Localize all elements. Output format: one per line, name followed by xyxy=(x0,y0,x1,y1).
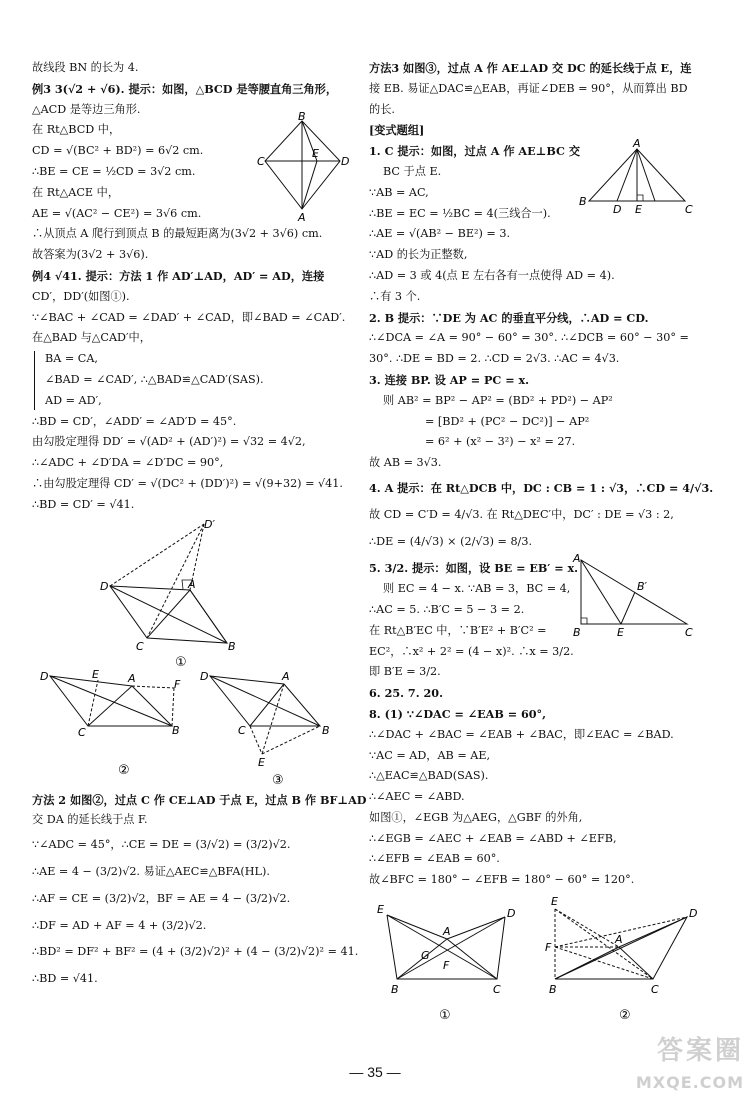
problem-1-heading: 1. C 提示：如图，过点 A 作 AE⊥BC 交 xyxy=(369,144,581,159)
text-line: ∴DF = AD + AF = 4 + (3/2)√2. xyxy=(32,918,207,932)
svg-text:F: F xyxy=(174,677,181,691)
text-line: 故线段 BN 的长为 4. xyxy=(32,61,139,74)
text-line: △ACD 是等边三角形. xyxy=(32,102,141,116)
text-line: CD = √(BC² + BD²) = 6√2 cm. xyxy=(32,144,204,158)
text-line: ∴∠DAC + ∠BAC = ∠EAB + ∠BAC，即∠EAC = ∠BAD. xyxy=(369,727,674,741)
figure-label-2: ② xyxy=(118,762,130,778)
svg-text:E: E xyxy=(551,895,558,909)
svg-text:A: A xyxy=(573,552,581,566)
text-line: EC²，∴x² + 2² = (4 − x)². ∴x = 3/2. xyxy=(369,644,574,658)
text-line: 故 AB = 3√3. xyxy=(369,456,442,470)
text-line: 故∠BFC = 180° − ∠EFB = 180° − 60° = 120°. xyxy=(369,873,635,887)
text-line: 如图①，∠EGB 为△AEG，△GBF 的外角, xyxy=(369,810,583,824)
text-line: 故答案为(3√2 + 3√6). xyxy=(32,248,149,262)
svg-text:B: B xyxy=(391,983,399,997)
text-line: ∴DE = (4/√3) × (2/√3) = 8/3. xyxy=(369,534,532,548)
problem-3-heading: 3. 连接 BP. 设 AP = PC = x. xyxy=(369,372,530,387)
text-line: ∠BAD = ∠CAD′, ∴△BAD≌△CAD′(SAS). xyxy=(45,372,264,386)
svg-text:D: D xyxy=(100,579,109,593)
left-column xyxy=(32,60,367,992)
svg-text:D: D xyxy=(40,669,49,683)
text-line: CD′，DD′(如图①). xyxy=(32,289,130,303)
svg-text:B: B xyxy=(573,626,581,640)
svg-text:G: G xyxy=(421,949,430,963)
svg-text:C: C xyxy=(78,725,86,739)
figure-label-p8-1: ① xyxy=(439,1008,451,1024)
figure-label-3: ③ xyxy=(272,772,284,788)
text-line: ∴∠DCA = ∠A = 90° − 60° = 30°. ∴∠DCB = 60° − 30° = xyxy=(369,331,689,345)
example-4-figure-1 xyxy=(32,518,354,668)
text-line: AE = √(AC² − CE²) = 3√6 cm. xyxy=(32,206,202,220)
svg-text:A: A xyxy=(128,671,136,685)
svg-text:C: C xyxy=(685,626,693,640)
svg-text:B: B xyxy=(228,639,236,653)
problem-5-figure xyxy=(569,552,699,642)
text-line: ∵∠BAC + ∠CAD = ∠DAD′ + ∠CAD，即∠BAD = ∠CAD′. xyxy=(32,310,346,324)
text-line: ∴BE = CE = ½CD = 3√2 cm. xyxy=(32,164,196,178)
svg-text:D: D xyxy=(341,154,350,168)
svg-text:D: D xyxy=(613,203,622,217)
text-line: ∴BD = CD′，∠ADD′ = ∠AD′D = 45°. xyxy=(32,414,237,428)
svg-text:A: A xyxy=(188,577,196,591)
text-line: ∴AC = 5. ∴B′C = 5 − 3 = 2. xyxy=(369,602,525,616)
text-line: = 6² + (x² − 3²) − x² = 27. xyxy=(425,435,576,449)
text-line: ∴△EAC≌△BAD(SAS). xyxy=(369,769,489,783)
text-line: ∴有 3 个. xyxy=(369,289,421,303)
svg-text:B: B xyxy=(549,983,557,997)
text-line: 接 EB. 易证△DAC≌△EAB，再证∠DEB = 90°，从而算出 BD xyxy=(369,81,688,95)
svg-text:D′: D′ xyxy=(204,517,215,531)
text-line: 在 Rt△B′EC 中，∵B′E² + B′C² = xyxy=(369,623,547,637)
problem-8-figures xyxy=(369,895,721,1025)
svg-text:A: A xyxy=(615,933,623,947)
svg-text:E: E xyxy=(635,203,642,217)
svg-text:C: C xyxy=(136,639,144,653)
svg-text:A: A xyxy=(282,669,290,683)
text-line: ∴由勾股定理得 CD′ = √(DC² + (DD′)²) = √(9+32) = √41. xyxy=(32,476,343,490)
text-line: ∴∠AEC = ∠ABD. xyxy=(369,790,465,804)
example-4-figures-2-3 xyxy=(32,668,354,788)
svg-text:A: A xyxy=(633,137,641,151)
example-4-heading: 例4 √41. 提示：方法 1 作 AD′⊥AD，AD′ = AD，连接 xyxy=(32,268,325,283)
svg-text:E: E xyxy=(312,146,319,160)
text-line: 的长. xyxy=(369,102,395,116)
text-line: ∴BD = √41. xyxy=(32,972,98,986)
text-line: ∴BE = EC = ½BC = 4(三线合一). xyxy=(369,206,551,220)
svg-text:C: C xyxy=(257,154,265,168)
text-line: BC 于点 E. xyxy=(383,164,442,178)
problem-1-figure xyxy=(577,139,697,219)
text-line: BA = CA, xyxy=(45,352,98,366)
right-column xyxy=(369,60,721,1025)
text-line: = [BD² + (PC² − DC²)] − AP² xyxy=(425,414,590,428)
svg-text:D: D xyxy=(507,907,516,921)
svg-text:B: B xyxy=(172,723,180,737)
svg-text:C: C xyxy=(493,983,501,997)
problem-8-heading: 8. (1) ∵∠DAC = ∠EAB = 60°, xyxy=(369,706,547,721)
example-3-figure xyxy=(257,109,350,224)
svg-text:B′: B′ xyxy=(637,580,648,594)
method-3-heading: 方法3 如图③，过点 A 作 AE⊥AD 交 DC 的延长线于点 E，连 xyxy=(369,61,692,75)
svg-text:C: C xyxy=(238,723,246,737)
svg-text:E: E xyxy=(377,903,384,917)
text-line: ∴∠EGB = ∠AEC + ∠EAB = ∠ABD + ∠EFB, xyxy=(369,831,617,845)
svg-text:C: C xyxy=(685,203,693,217)
page-number: — 35 — xyxy=(349,1064,401,1080)
text-line: 则 AB² = BP² − AP² = (BD² + PD²) − AP² xyxy=(383,393,613,407)
text-line: ∴AE = √(AB² − BE²) = 3. xyxy=(369,227,511,241)
text-line: ∴BD² = DF² + BF² = (4 + (3/2)√2)² + (4 − (3/2)√2)² = 41. xyxy=(32,945,359,959)
text-line: ∴AF = CE = (3/2)√2，BF = AE = 4 − (3/2)√2. xyxy=(32,891,291,905)
congruence-system xyxy=(34,351,354,409)
method-2-heading: 方法 2 如图②，过点 C 作 CE⊥AD 于点 E，过点 B 作 BF⊥AD xyxy=(32,792,367,807)
problem-2-heading: 2. B 提示：∵DE 为 AC 的垂直平分线，∴AD = CD. xyxy=(369,310,649,325)
figure-label-p8-2: ② xyxy=(619,1008,631,1024)
svg-text:C: C xyxy=(651,983,659,997)
example-3-heading: 例3 3(√2 + √6). 提示：如图，△BCD 是等腰直角三角形， xyxy=(32,81,338,96)
svg-text:D: D xyxy=(689,907,698,921)
text-line: ∴从顶点 A 爬行到顶点 B 的最短距离为(3√2 + 3√6) cm. xyxy=(32,227,323,241)
text-line: 在 Rt△ACE 中， xyxy=(32,185,120,199)
text-line: 30°. ∴DE = BD = 2. ∴CD = 2√3. ∴AC = 4√3. xyxy=(369,352,620,366)
text-line: ∴AD = 3 或 4(点 E 左右各有一点使得 AD = 4). xyxy=(369,268,615,282)
problem-6-7-heading: 6. 25. 7. 20. xyxy=(369,686,443,701)
svg-text:B: B xyxy=(322,723,330,737)
text-line: 在 Rt△BCD 中， xyxy=(32,123,121,137)
problem-5-heading: 5. 3/2. 提示：如图，设 BE = EB′ = x. xyxy=(369,561,579,576)
text-line: ∴AE = 4 − (3/2)√2. 易证△AEC≌△BFA(HL). xyxy=(32,864,270,878)
svg-text:E: E xyxy=(617,626,624,640)
variant-section-title: [变式题组] xyxy=(369,123,425,138)
svg-text:E: E xyxy=(258,755,265,769)
svg-text:F: F xyxy=(545,941,552,955)
problem-4-heading: 4. A 提示：在 Rt△DCB 中，DC : CB = 1 : √3，∴CD = 4/√3. xyxy=(369,480,714,495)
watermark-line-2: MXQE.COM xyxy=(635,1073,744,1092)
text-line: AD = AD′, xyxy=(45,393,102,407)
text-line: 交 DA 的延长线于点 F. xyxy=(32,813,148,827)
watermark xyxy=(604,1032,744,1102)
text-line: ∵∠ADC = 45°，∴CE = DE = (3/√2) = (3/2)√2. xyxy=(32,838,291,852)
svg-text:E: E xyxy=(92,667,99,681)
text-line: 由勾股定理得 DD′ = √(AD² + (AD′)²) = √32 = 4√2, xyxy=(32,435,306,449)
text-line: ∵AD 的长为正整数, xyxy=(369,248,468,262)
text-line: 在△BAD 与△CAD′中， xyxy=(32,331,151,345)
svg-text:B: B xyxy=(298,109,306,123)
figure-label-1: ① xyxy=(175,654,187,670)
svg-text:F: F xyxy=(443,959,450,973)
text-line: ∴BD = CD′ = √41. xyxy=(32,497,135,511)
svg-text:A: A xyxy=(298,210,306,224)
text-line: 则 EC = 4 − x. ∵AB = 3，BC = 4, xyxy=(383,582,571,596)
svg-text:D: D xyxy=(200,669,209,683)
text-line: ∵AB = AC, xyxy=(369,185,429,199)
text-line: 即 B′E = 3/2. xyxy=(369,665,441,679)
svg-text:A: A xyxy=(443,925,451,939)
watermark-line-1: 答案圈 xyxy=(656,1036,744,1066)
text-line: ∴∠EFB = ∠EAB = 60°. xyxy=(369,852,500,866)
svg-text:B: B xyxy=(579,195,587,209)
text-line: ∴∠ADC + ∠D′DA = ∠D′DC = 90°, xyxy=(32,456,224,470)
text-line: ∵AC = AD，AB = AE, xyxy=(369,748,491,762)
text-line: 故 CD = C′D = 4/√3. 在 Rt△DEC′中，DC′ : DE = √3 : 2, xyxy=(369,507,674,521)
